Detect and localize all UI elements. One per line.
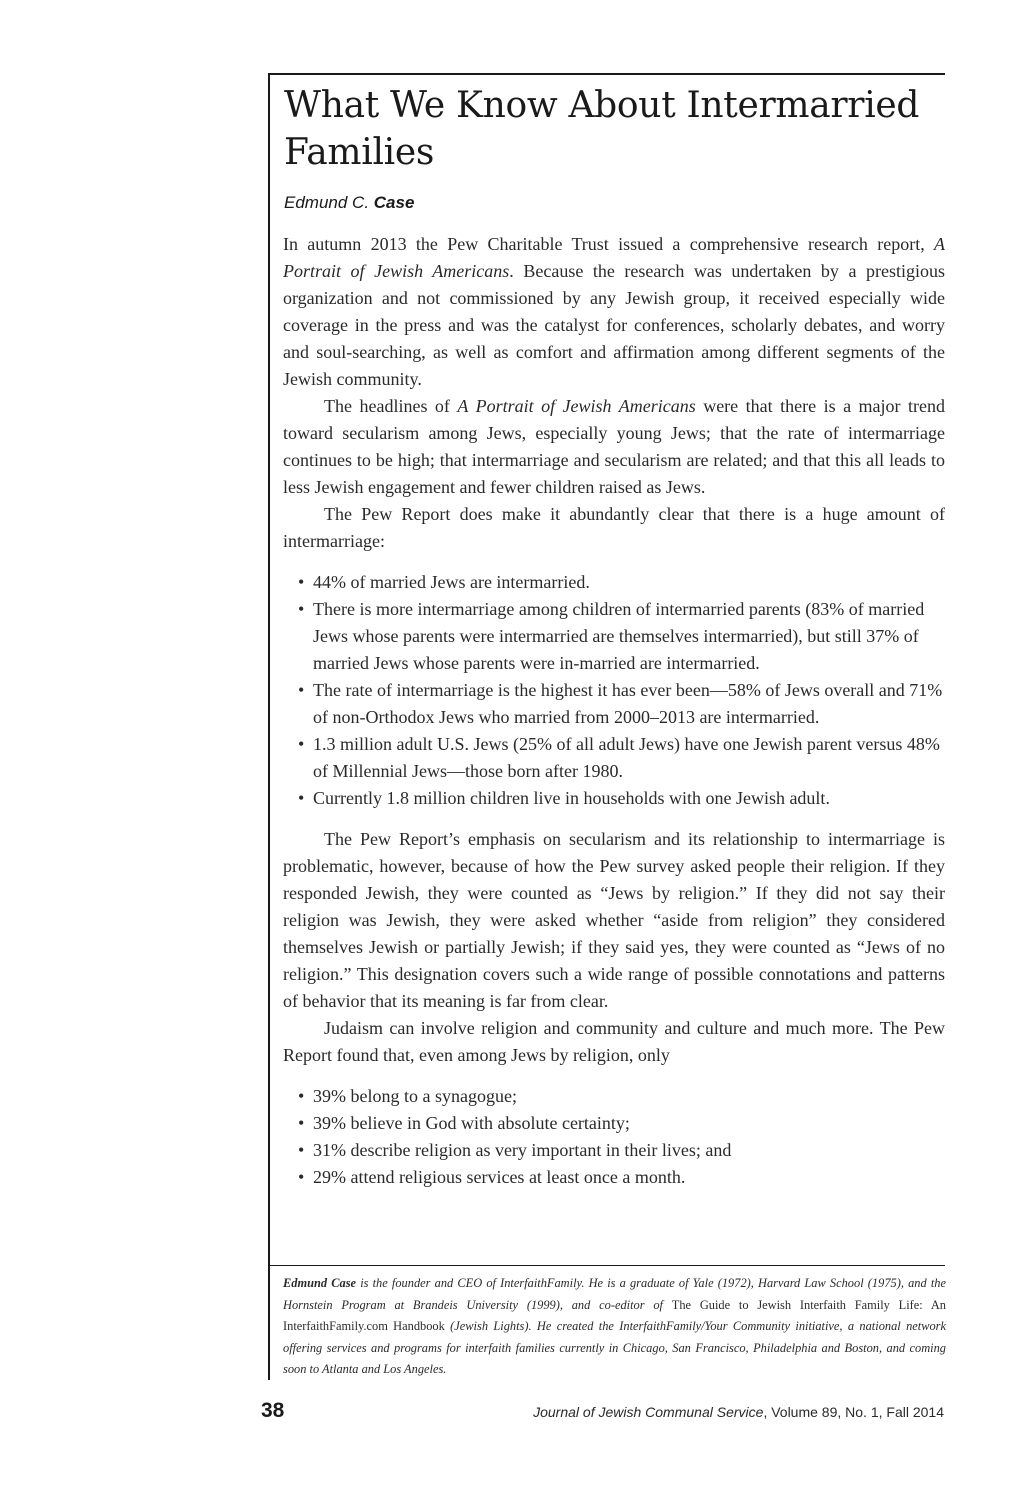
bullet-icon: •	[298, 1140, 305, 1160]
list-item-text: 44% of married Jews are intermarried.	[313, 572, 590, 592]
list-item-text: There is more intermarriage among children of intermarried parents (83% of married Jews whose parents were intermarried are themselves intermarried), but still 37% of married Jews whose parents were in-married are intermarried.	[313, 599, 925, 673]
list-item	[298, 1164, 945, 1191]
paragraph-2-text-b: were that there is a major trend toward secularism among Jews, especially young Jews; that the rate of intermarriage continues to be high; that intermarriage and secularism are related; and that this all leads to less Jewish engagement and fewer children raised as Jews.	[283, 396, 946, 497]
list-item	[298, 731, 945, 785]
bullet-icon: •	[298, 1113, 305, 1133]
list-item	[298, 569, 945, 596]
article-author	[284, 192, 414, 214]
list-item-text: The rate of intermarriage is the highest it has ever been—58% of Jews overall and 71% of non-Orthodox Jews who married from 2000–2013 are intermarried.	[313, 680, 943, 727]
bullet-icon: •	[298, 1167, 305, 1187]
list-item-text: Currently 1.8 million children live in households with one Jewish adult.	[313, 788, 830, 808]
journal-title: Journal of Jewish Communal Service	[533, 1404, 764, 1420]
bullet-icon: •	[298, 1086, 305, 1106]
paragraph-5: Judaism can involve religion and community and culture and much more. The Pew Report found that, even among Jews by religion, only	[283, 1018, 945, 1065]
report-title-italic: A Portrait of Jewish Americans	[283, 234, 945, 281]
list-item-text: 39% belong to a synagogue;	[313, 1086, 517, 1106]
bullet-icon: •	[298, 599, 305, 619]
intermarriage-stats-list	[283, 569, 945, 812]
top-rule	[268, 73, 945, 75]
footnote-text-b: (Jewish Lights). He created the InterfaithFamily/Your Community initiative, a national network offering services and programs for interfaith families currently in Chicago, San Francisco, Philadelphia and Boston, and coming soon to Atlanta and Los Angeles.	[283, 1319, 946, 1376]
page-number: 38	[261, 1399, 285, 1422]
list-item-text: 29% attend religious services at least once a month.	[313, 1167, 686, 1187]
footnote-author-name: Edmund Case	[283, 1276, 357, 1290]
paragraph-1	[283, 231, 945, 393]
author-bio-footnote	[283, 1273, 946, 1381]
list-item	[298, 1083, 945, 1110]
list-item-text: 39% believe in God with absolute certainty;	[313, 1113, 630, 1133]
footnote-rule	[270, 1265, 945, 1266]
paragraph-1-text-b: . Because the research was undertaken by a prestigious organization and not commissioned by any Jewish group, it received especially wide coverage in the press and was the catalyst for conferences, scholarly debates, and worry and soul-searching, as well as comfort and affirmation among different segments of the Jewish community.	[283, 261, 945, 389]
list-item	[298, 677, 945, 731]
paragraph-1-text-a: In autumn 2013 the Pew Charitable Trust issued a comprehensive research report,	[283, 234, 934, 254]
bullet-icon: •	[298, 572, 305, 592]
religious-practice-list	[283, 1083, 945, 1191]
left-margin-rule	[268, 73, 270, 1380]
bullet-icon: •	[298, 734, 305, 754]
journal-citation	[533, 1404, 944, 1420]
author-last-name: Case	[373, 193, 415, 212]
paragraph-2-text-a: The headlines of	[324, 396, 458, 416]
bullet-icon: •	[298, 788, 305, 808]
paragraph-4: The Pew Report’s emphasis on secularism and its relationship to intermarriage is problematic, however, because of how the Pew survey asked people their religion. If they responded Jewish, they were counted as “Jews by religion.” If they did not say their religion was Jewish, they were asked whether “aside from religion” they considered themselves Jewish or partially Jewish; if they said yes, they were counted as “Jews of no religion.” This designation covers such a wide range of possible connotations and patterns of behavior that its meaning is far from clear.	[283, 829, 945, 1011]
list-item-text: 31% describe religion as very important in their lives; and	[313, 1140, 732, 1160]
journal-issue: , Volume 89, No. 1, Fall 2014	[763, 1404, 944, 1420]
bullet-icon: •	[298, 680, 305, 700]
list-item-text: 1.3 million adult U.S. Jews (25% of all adult Jews) have one Jewish parent versus 48% of Millennial Jews—those born after 1980.	[313, 734, 940, 781]
author-first-name: Edmund C.	[284, 193, 370, 212]
article-title: What We Know About Intermarried Families	[284, 85, 920, 173]
paragraph-3: The Pew Report does make it abundantly clear that there is a huge amount of intermarriage:	[283, 504, 945, 551]
footnote-text-a: is the founder and CEO of InterfaithFamily. He is a graduate of Yale (1972), Harvard Law School (1975), and the Hornstein Program at Brandeis University (1999), and co-editor of	[283, 1276, 946, 1312]
paragraph-2	[283, 393, 945, 501]
article-body	[283, 231, 945, 1205]
list-item	[298, 596, 945, 677]
list-item	[298, 1137, 945, 1164]
footnote-book-title: The Guide to Jewish Interfaith Family Life: An InterfaithFamily.com Handbook	[283, 1297, 947, 1333]
list-item	[298, 785, 945, 812]
list-item	[298, 1110, 945, 1137]
report-title-italic: A Portrait of Jewish Americans	[457, 396, 696, 416]
